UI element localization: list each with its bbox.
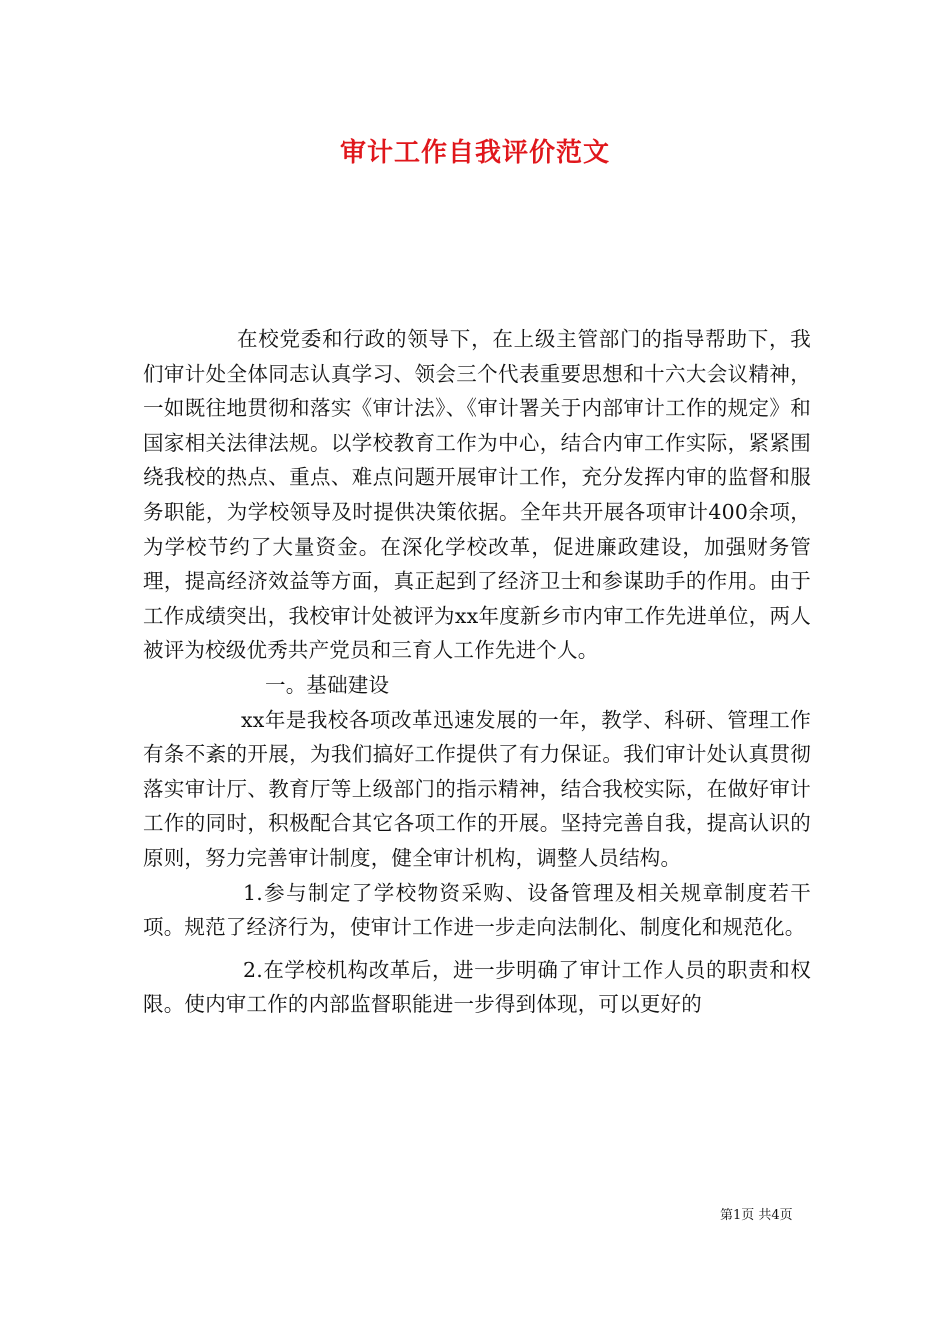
paragraph-item-2: 2.在学校机构改革后，进一步明确了审计工作人员的职责和权限。使内审工作的内部监督职能进一步得到体现，可以更好的 [143,957,811,1017]
paragraph-basic-construction: xx年是我校各项改革迅速发展的一年，教学、科研、管理工作有条不紊的开展，为我们搞好工作提供了有力保证。我们审计处认真贯彻落实审计厅、教育厅等上级部门的指示精神，结合我校实际，在做好审计工作的同时，积极配合其它各项工作的开展。坚持完善自我，提高认识的原则，努力完善审计制度，健全审计机构，调整人员结构。 [143,707,811,870]
page-number: 第1页 共4页 [720,1208,793,1223]
section-heading: 一。基础建设 [265,672,390,697]
paragraph-item-1: 1.参与制定了学校物资采购、设备管理及相关规章制度若干项。规范了经济行为，使审计工作进一步走向法制化、制度化和规范化。 [143,880,811,940]
title-area [0,0,950,200]
page-title: 审计工作自我评价范文 [339,138,610,168]
paragraph-intro: 在校党委和行政的领导下，在上级主管部门的指导帮助下，我们审计处全体同志认真学习、领会三个代表重要思想和十六大会议精神，一如既往地贯彻和落实《审计法》、《审计署关于内部审计工作的规定》和国家相关法律法规。以学校教育工作为中心，结合内审工作实际，紧紧围绕我校的热点、重点、难点问题开展审计工作，充分发挥内审的监督和服务职能，为学校领导及时提供决策依据。全年共开展各项审计400余项，为学校节约了大量资金。在深化学校改革，促进廉政建设，加强财务管理，提高经济效益等方面，真正起到了经济卫士和参谋助手的作用。由于工作成绩突出，我校审计处被评为xx年度新乡市内审工作先进单位，两人被评为校级优秀共产党员和三育人工作先进个人。 [143,327,811,663]
document-body [143,322,811,1022]
